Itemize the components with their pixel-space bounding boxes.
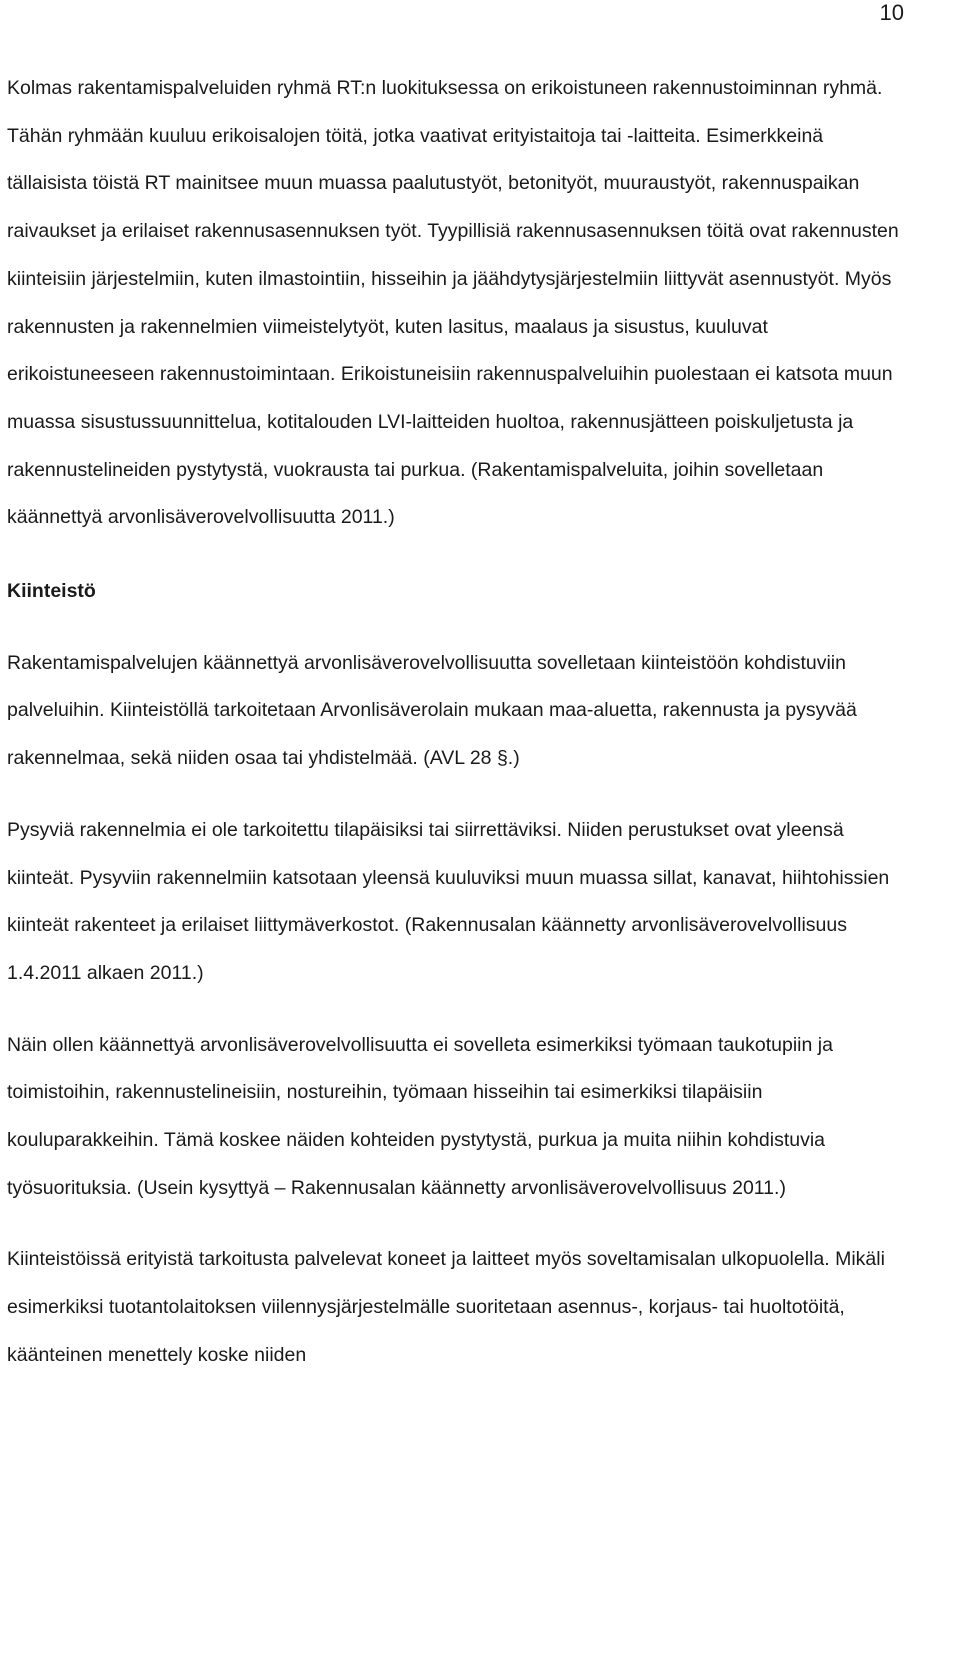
section-heading-kiinteisto: Kiinteistö	[7, 580, 96, 603]
paragraph-permanent-structures: Pysyviä rakennelmia ei ole tarkoitettu tilapäisiksi tai siirrettäviksi. Niiden perustukset ovat yleensä kiinteät. Pysyviin rakennelmiin katsotaan yleensä kuuluviksi muun muassa sillat, kanavat, hiihtohissien kiinteät rakenteet ja erilaiset liittymäverkostot. (Rakennusalan käännetty arvonlisäverovelvollisuus 1.4.2011 alkaen 2011.)	[7, 818, 890, 984]
paragraph-temporary-structures: Näin ollen käännettyä arvonlisäverovelvollisuutta ei sovelleta esimerkiksi työmaan taukotupiin ja toimistoihin, rakennustelineisiin, nostureihin, työmaan hisseihin tai esimerkiksi tilapäisiin kouluparakkeihin. Tämä koskee näiden kohteiden pystytystä, purkua ja muita niihin kohdistuvia työsuorituksia. (Usein kysyttyä – Rakennusalan käännetty arvonlisäverovelvollisuus 2011.)	[7, 1033, 833, 1199]
paragraph-machines-equipment: Kiinteistöissä erityistä tarkoitusta palvelevat koneet ja laitteet myös soveltamisalan ulkopuolella. Mikäli esimerkiksi tuotantolaitoksen viilennysjärjestelmälle suoritetaan asennus-, korjaus- tai huoltotöitä, käänteinen menettely koske niiden	[7, 1248, 885, 1366]
page-number: 10	[879, 0, 904, 25]
document-body	[7, 65, 907, 1380]
paragraph-construction-groups: Kolmas rakentamispalveluiden ryhmä RT:n luokituksessa on erikoistuneen rakennustoiminnan ryhmä. Tähän ryhmään kuuluu erikoisalojen töitä, jotka vaativat erityistaitoja tai -laitteita. Esimerkkeinä tällaisista töistä RT mainitsee muun muassa paalutustyöt, betonityöt, muuraustyöt, rakennuspaikan raivaukset ja erilaiset rakennusasennuksen työt. Tyypillisiä rakennusasennuksen töitä ovat rakennusten kiinteisiin järjestelmiin, kuten ilmastointiin, hisseihin ja jäähdytysjärjestelmiin liittyvät asennustyöt. Myös rakennusten ja rakennelmien viimeistelytyöt, kuten lasitus, maalaus ja sisustus, kuuluvat erikoistuneeseen rakennustoimintaan. Erikoistuneisiin rakennuspalveluihin puolestaan ei katsota muun muassa sisustussuunnittelua, kotitalouden LVI-laitteiden huoltoa, rakennusjätteen poiskuljetusta ja rakennustelineiden pystytystä, vuokrausta tai purkua. (Rakentamispalveluita, joihin sovelletaan käännettyä arvonlisäverovelvollisuutta 2011.)	[7, 77, 899, 529]
paragraph-property-definition: Rakentamispalvelujen käännettyä arvonlisäverovelvollisuutta sovelletaan kiinteistöön kohdistuviin palveluihin. Kiinteistöllä tarkoitetaan Arvonlisäverolain mukaan maa-aluetta, rakennusta ja pysyvää rakennelmaa, sekä niiden osaa tai yhdistelmää. (AVL 28 §.)	[7, 651, 857, 770]
